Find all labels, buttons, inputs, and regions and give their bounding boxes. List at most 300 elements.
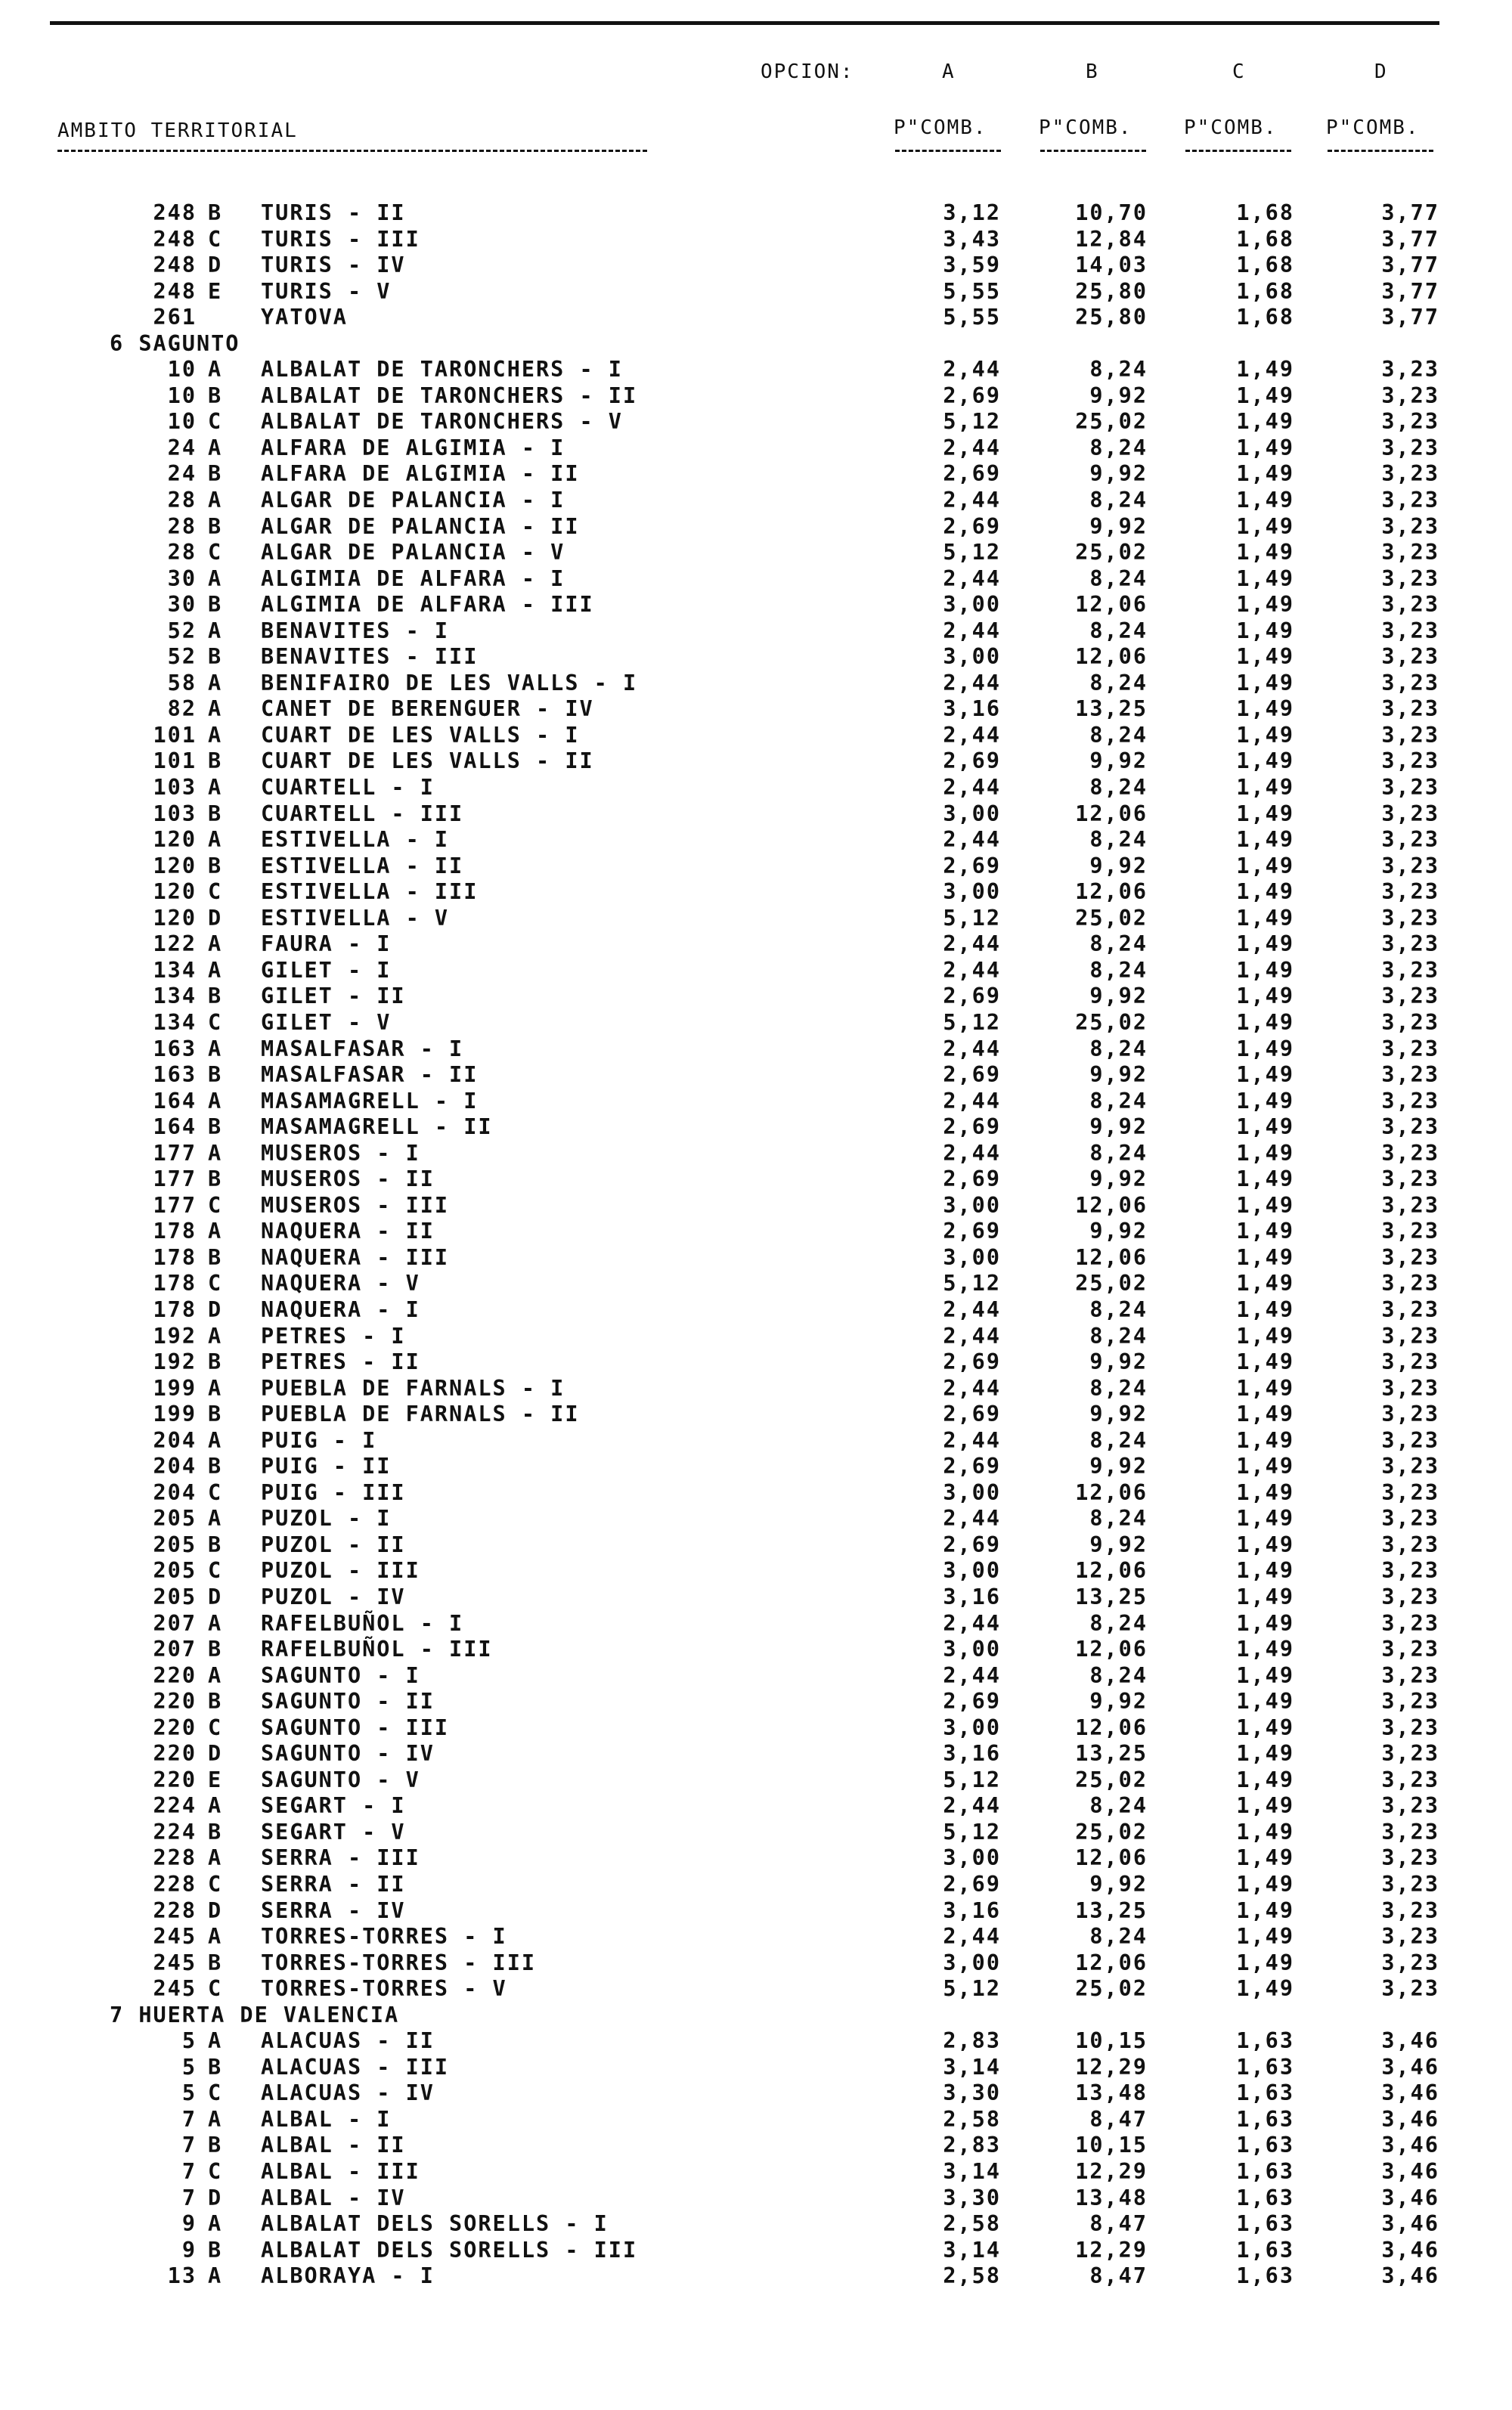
- table-row: [0, 1010, 1512, 1036]
- value-option-b: 12,06: [1075, 801, 1148, 826]
- value-option-b: 25,02: [1075, 1009, 1148, 1035]
- value-option-b: 10,15: [1075, 2028, 1148, 2054]
- table-row: [0, 357, 1512, 383]
- zone-letter: C: [208, 879, 223, 905]
- value-option-c: 1,49: [1236, 1793, 1294, 1819]
- municipality-code: 245: [153, 1950, 197, 1975]
- column-b-underline: [1040, 150, 1146, 152]
- table-row: [0, 1741, 1512, 1767]
- value-option-a: 5,55: [943, 305, 1001, 330]
- municipality-code: 245: [153, 1976, 197, 2002]
- table-row: [0, 1454, 1512, 1480]
- value-option-c: 1,49: [1236, 1479, 1294, 1505]
- value-option-a: 3,00: [943, 1845, 1001, 1871]
- zone-letter: D: [208, 2185, 223, 2210]
- municipality-name: ALBALAT DELS SORELLS - III: [261, 2237, 638, 2263]
- value-option-c: 1,49: [1236, 1009, 1294, 1035]
- zone-letter: A: [208, 2263, 223, 2289]
- value-option-b: 8,24: [1089, 565, 1148, 591]
- value-option-d: 3,23: [1381, 1689, 1439, 1715]
- value-option-c: 1,49: [1236, 1584, 1294, 1609]
- value-option-d: 3,23: [1381, 1062, 1439, 1088]
- municipality-name: SERRA - IV: [261, 1897, 406, 1923]
- table-row: [0, 1820, 1512, 1846]
- table-row: [0, 592, 1512, 618]
- zone-letter: A: [208, 2028, 223, 2054]
- top-rule: [50, 21, 1439, 25]
- municipality-name: PUIG - II: [261, 1454, 392, 1479]
- table-row: [0, 1637, 1512, 1663]
- municipality-name: SAGUNTO - III: [261, 1715, 450, 1740]
- value-option-c: 1,49: [1236, 488, 1294, 513]
- value-option-a: 2,44: [943, 618, 1001, 643]
- value-option-d: 3,23: [1381, 1506, 1439, 1532]
- municipality-code: 248: [153, 200, 197, 225]
- value-option-d: 3,23: [1381, 1897, 1439, 1923]
- value-option-d: 3,23: [1381, 1872, 1439, 1897]
- table-row: [0, 2080, 1512, 2107]
- value-option-d: 3,23: [1381, 1140, 1439, 1166]
- municipality-code: 224: [153, 1793, 197, 1819]
- value-option-c: 1,49: [1236, 513, 1294, 539]
- value-option-c: 1,49: [1236, 931, 1294, 957]
- value-option-b: 9,92: [1089, 984, 1148, 1009]
- value-option-d: 3,23: [1381, 461, 1439, 487]
- municipality-name: SAGUNTO - I: [261, 1662, 420, 1688]
- value-option-d: 3,23: [1381, 1454, 1439, 1479]
- municipality-name: ALBALAT DE TARONCHERS - II: [261, 383, 638, 408]
- zone-letter: D: [208, 252, 223, 278]
- value-option-c: 1,49: [1236, 670, 1294, 695]
- zone-letter: B: [208, 1689, 223, 1715]
- value-option-c: 1,49: [1236, 1454, 1294, 1479]
- value-option-d: 3,23: [1381, 1402, 1439, 1427]
- value-option-a: 5,12: [943, 1819, 1001, 1845]
- zone-letter: A: [208, 827, 223, 853]
- value-option-c: 1,49: [1236, 1897, 1294, 1923]
- zone-letter: A: [208, 1662, 223, 1688]
- municipality-name: SAGUNTO - II: [261, 1689, 435, 1715]
- value-option-c: 1,49: [1236, 565, 1294, 591]
- value-option-b: 9,92: [1089, 748, 1148, 774]
- value-option-b: 12,06: [1075, 1479, 1148, 1505]
- municipality-code: 9: [181, 2237, 197, 2263]
- value-option-c: 1,49: [1236, 879, 1294, 905]
- municipality-code: 52: [167, 644, 197, 670]
- value-option-a: 2,44: [943, 722, 1001, 748]
- municipality-name: RAFELBUÑOL - III: [261, 1637, 493, 1662]
- value-option-c: 1,49: [1236, 1323, 1294, 1349]
- value-option-a: 2,44: [943, 775, 1001, 801]
- value-option-d: 3,23: [1381, 540, 1439, 565]
- municipality-code: 228: [153, 1845, 197, 1871]
- zone-letter: B: [208, 1950, 223, 1975]
- value-option-b: 13,48: [1075, 2080, 1148, 2106]
- zone-letter: A: [208, 670, 223, 695]
- column-d-underline: [1328, 150, 1433, 152]
- value-option-b: 8,24: [1089, 435, 1148, 460]
- municipality-code: 13: [167, 2263, 197, 2289]
- zone-letter: B: [208, 1819, 223, 1845]
- municipality-code: 164: [153, 1114, 197, 1140]
- value-option-c: 1,49: [1236, 1819, 1294, 1845]
- zone-letter: A: [208, 2106, 223, 2132]
- municipality-code: 7: [181, 2185, 197, 2210]
- municipality-name: NAQUERA - I: [261, 1296, 420, 1322]
- value-option-b: 12,06: [1075, 592, 1148, 618]
- municipality-code: 164: [153, 1088, 197, 1114]
- municipality-name: SERRA - III: [261, 1845, 420, 1871]
- municipality-name: CANET DE BERENGUER - IV: [261, 696, 594, 722]
- value-option-d: 3,46: [1381, 2237, 1439, 2263]
- value-option-b: 8,24: [1089, 722, 1148, 748]
- table-row: [0, 827, 1512, 853]
- value-option-d: 3,23: [1381, 1009, 1439, 1035]
- value-option-b: 8,24: [1089, 1924, 1148, 1950]
- value-option-b: 9,92: [1089, 1402, 1148, 1427]
- municipality-code: 178: [153, 1244, 197, 1270]
- value-option-d: 3,23: [1381, 409, 1439, 435]
- value-option-a: 5,12: [943, 905, 1001, 931]
- table-row: [0, 801, 1512, 828]
- table-row: [0, 2211, 1512, 2238]
- municipality-code: 205: [153, 1532, 197, 1557]
- table-row: [0, 644, 1512, 671]
- value-option-d: 3,23: [1381, 1166, 1439, 1192]
- value-option-a: 2,69: [943, 853, 1001, 878]
- zone-letter: A: [208, 1610, 223, 1636]
- zone-letter: B: [208, 1532, 223, 1557]
- value-option-b: 8,24: [1089, 1506, 1148, 1532]
- municipality-code: 7: [181, 2106, 197, 2132]
- value-option-d: 3,23: [1381, 1845, 1439, 1871]
- municipality-code: 261: [153, 305, 197, 330]
- zone-letter: B: [208, 801, 223, 826]
- value-option-a: 2,69: [943, 1062, 1001, 1088]
- municipality-code: 205: [153, 1506, 197, 1532]
- table-row: [0, 1089, 1512, 1115]
- value-option-a: 2,44: [943, 1323, 1001, 1349]
- zone-letter: A: [208, 1088, 223, 1114]
- municipality-code: 204: [153, 1454, 197, 1479]
- municipality-name: ALGAR DE PALANCIA - I: [261, 488, 565, 513]
- value-option-b: 9,92: [1089, 461, 1148, 487]
- value-option-d: 3,77: [1381, 226, 1439, 252]
- municipality-name: ESTIVELLA - II: [261, 853, 464, 878]
- table-row: [0, 696, 1512, 723]
- value-option-c: 1,49: [1236, 1506, 1294, 1532]
- value-option-b: 12,06: [1075, 1244, 1148, 1270]
- value-option-b: 8,24: [1089, 1140, 1148, 1166]
- value-option-b: 25,02: [1075, 905, 1148, 931]
- value-option-c: 1,63: [1236, 2237, 1294, 2263]
- value-option-d: 3,23: [1381, 1924, 1439, 1950]
- table-row: [0, 1611, 1512, 1637]
- municipality-name: TURIS - V: [261, 278, 392, 304]
- value-option-d: 3,23: [1381, 644, 1439, 670]
- table-row: [0, 2107, 1512, 2133]
- value-option-a: 2,44: [943, 1662, 1001, 1688]
- municipality-name: ALACUAS - IV: [261, 2080, 435, 2106]
- value-option-a: 5,55: [943, 278, 1001, 304]
- value-option-b: 8,24: [1089, 488, 1148, 513]
- value-option-a: 2,44: [943, 1610, 1001, 1636]
- value-option-a: 2,44: [943, 488, 1001, 513]
- municipality-code: 101: [153, 722, 197, 748]
- zone-letter: A: [208, 696, 223, 722]
- table-row: [0, 1584, 1512, 1611]
- value-option-d: 3,23: [1381, 1819, 1439, 1845]
- zone-letter: B: [208, 1402, 223, 1427]
- municipality-code: 207: [153, 1610, 197, 1636]
- table-row: [0, 671, 1512, 697]
- municipality-name: ESTIVELLA - III: [261, 879, 479, 905]
- zone-letter: D: [208, 1897, 223, 1923]
- value-option-a: 2,69: [943, 1219, 1001, 1244]
- table-row: [0, 906, 1512, 932]
- value-option-b: 8,24: [1089, 775, 1148, 801]
- zone-letter: B: [208, 200, 223, 225]
- value-option-a: 2,44: [943, 1506, 1001, 1532]
- value-option-b: 8,24: [1089, 1610, 1148, 1636]
- value-option-d: 3,23: [1381, 1767, 1439, 1792]
- municipality-code: 199: [153, 1375, 197, 1401]
- table-row: [0, 383, 1512, 410]
- municipality-name: ALACUAS - II: [261, 2028, 435, 2054]
- municipality-code: 5: [181, 2028, 197, 2054]
- value-option-b: 9,92: [1089, 1532, 1148, 1557]
- municipality-name: RAFELBUÑOL - I: [261, 1610, 464, 1636]
- value-option-c: 1,49: [1236, 1662, 1294, 1688]
- value-option-c: 1,63: [1236, 2211, 1294, 2237]
- value-option-d: 3,46: [1381, 2211, 1439, 2237]
- value-option-a: 5,12: [943, 1271, 1001, 1296]
- value-option-d: 3,77: [1381, 252, 1439, 278]
- value-option-a: 3,00: [943, 1637, 1001, 1662]
- value-option-b: 8,24: [1089, 1427, 1148, 1453]
- value-option-b: 8,24: [1089, 1323, 1148, 1349]
- value-option-d: 3,23: [1381, 592, 1439, 618]
- value-option-b: 25,02: [1075, 540, 1148, 565]
- value-option-b: 8,24: [1089, 1088, 1148, 1114]
- table-row: [0, 279, 1512, 305]
- table-row: [0, 1924, 1512, 1950]
- value-option-d: 3,23: [1381, 905, 1439, 931]
- table-row: [0, 1898, 1512, 1925]
- value-option-c: 1,49: [1236, 905, 1294, 931]
- municipality-code: 205: [153, 1584, 197, 1609]
- zone-letter: A: [208, 931, 223, 957]
- value-option-c: 1,63: [1236, 2054, 1294, 2080]
- municipality-code: 178: [153, 1271, 197, 1296]
- value-option-b: 9,92: [1089, 513, 1148, 539]
- value-option-a: 2,44: [943, 1375, 1001, 1401]
- municipality-code: 220: [153, 1767, 197, 1792]
- value-option-c: 1,49: [1236, 1532, 1294, 1557]
- value-option-d: 3,46: [1381, 2080, 1439, 2106]
- table-row: [0, 1793, 1512, 1820]
- value-option-d: 3,23: [1381, 1637, 1439, 1662]
- option-a-label: A: [942, 60, 956, 83]
- table-row: [0, 1715, 1512, 1742]
- municipality-code: 228: [153, 1872, 197, 1897]
- value-option-b: 12,06: [1075, 1845, 1148, 1871]
- zone-letter: B: [208, 513, 223, 539]
- zone-letter: C: [208, 1479, 223, 1505]
- table-row: [0, 1271, 1512, 1297]
- municipality-code: 228: [153, 1897, 197, 1923]
- value-option-c: 1,49: [1236, 1036, 1294, 1061]
- value-option-d: 3,23: [1381, 383, 1439, 408]
- table-row: [0, 1114, 1512, 1141]
- value-option-a: 2,69: [943, 383, 1001, 408]
- municipality-code: 120: [153, 853, 197, 878]
- municipality-code: 103: [153, 801, 197, 826]
- column-a-underline: [895, 150, 1001, 152]
- value-option-d: 3,23: [1381, 435, 1439, 460]
- municipality-code: 30: [167, 592, 197, 618]
- territory-table: [0, 200, 1512, 2290]
- value-option-d: 3,77: [1381, 305, 1439, 330]
- municipality-name: MASALFASAR - II: [261, 1062, 479, 1088]
- value-option-b: 25,02: [1075, 1767, 1148, 1792]
- zone-letter: B: [208, 1349, 223, 1375]
- zone-letter: C: [208, 409, 223, 435]
- value-option-d: 3,23: [1381, 1036, 1439, 1061]
- value-option-d: 3,23: [1381, 801, 1439, 826]
- value-option-a: 2,44: [943, 1924, 1001, 1950]
- value-option-a: 2,44: [943, 565, 1001, 591]
- municipality-code: 103: [153, 775, 197, 801]
- value-option-a: 3,00: [943, 801, 1001, 826]
- municipality-name: ALBALAT DELS SORELLS - I: [261, 2211, 609, 2237]
- value-option-d: 3,23: [1381, 1296, 1439, 1322]
- table-row: [0, 305, 1512, 331]
- zone-letter: A: [208, 435, 223, 460]
- value-option-a: 2,44: [943, 1140, 1001, 1166]
- municipality-name: NAQUERA - III: [261, 1244, 450, 1270]
- value-option-b: 25,02: [1075, 1819, 1148, 1845]
- value-option-a: 5,12: [943, 540, 1001, 565]
- column-d-label: P"COMB.: [1326, 116, 1420, 139]
- table-row: [0, 227, 1512, 253]
- value-option-d: 3,23: [1381, 853, 1439, 878]
- table-row: [0, 2185, 1512, 2212]
- value-option-a: 2,58: [943, 2106, 1001, 2132]
- table-row: [0, 435, 1512, 462]
- table-row: [0, 566, 1512, 593]
- municipality-name: TURIS - II: [261, 200, 406, 225]
- value-option-a: 3,00: [943, 1950, 1001, 1975]
- value-option-c: 1,49: [1236, 357, 1294, 383]
- zone-letter: D: [208, 1584, 223, 1609]
- municipality-name: ALBALAT DE TARONCHERS - I: [261, 357, 623, 383]
- municipality-code: 178: [153, 1219, 197, 1244]
- zone-letter: B: [208, 461, 223, 487]
- municipality-code: 5: [181, 2080, 197, 2106]
- value-option-a: 2,69: [943, 1349, 1001, 1375]
- zone-letter: A: [208, 1427, 223, 1453]
- value-option-d: 3,23: [1381, 1662, 1439, 1688]
- column-c-underline: [1185, 150, 1291, 152]
- value-option-c: 1,68: [1236, 252, 1294, 278]
- value-option-b: 12,06: [1075, 1950, 1148, 1975]
- value-option-c: 1,49: [1236, 409, 1294, 435]
- zone-letter: C: [208, 540, 223, 565]
- region-name: 6 SAGUNTO: [110, 330, 240, 356]
- municipality-code: 224: [153, 1819, 197, 1845]
- zone-letter: C: [208, 1872, 223, 1897]
- municipality-code: 7: [181, 2159, 197, 2185]
- value-option-d: 3,46: [1381, 2185, 1439, 2210]
- value-option-c: 1,49: [1236, 644, 1294, 670]
- municipality-name: ALFARA DE ALGIMIA - I: [261, 435, 565, 460]
- value-option-d: 3,23: [1381, 1479, 1439, 1505]
- municipality-name: ALBAL - IV: [261, 2185, 406, 2210]
- value-option-d: 3,46: [1381, 2106, 1439, 2132]
- value-option-b: 8,24: [1089, 1036, 1148, 1061]
- table-row: [0, 1845, 1512, 1872]
- value-option-c: 1,63: [1236, 2263, 1294, 2289]
- value-option-b: 8,47: [1089, 2211, 1148, 2237]
- value-option-a: 2,44: [943, 1088, 1001, 1114]
- value-option-a: 2,44: [943, 1427, 1001, 1453]
- municipality-name: PETRES - II: [261, 1349, 420, 1375]
- municipality-code: 28: [167, 540, 197, 565]
- value-option-b: 8,47: [1089, 2106, 1148, 2132]
- municipality-name: ALBAL - III: [261, 2159, 420, 2185]
- value-option-b: 12,06: [1075, 1637, 1148, 1662]
- value-option-a: 3,14: [943, 2054, 1001, 2080]
- value-option-b: 9,92: [1089, 1219, 1148, 1244]
- region-header: [0, 331, 1512, 358]
- value-option-b: 8,24: [1089, 827, 1148, 853]
- value-option-a: 2,69: [943, 461, 1001, 487]
- table-row: [0, 1506, 1512, 1532]
- value-option-d: 3,23: [1381, 1244, 1439, 1270]
- value-option-b: 13,25: [1075, 1741, 1148, 1767]
- value-option-a: 2,83: [943, 2133, 1001, 2158]
- value-option-c: 1,49: [1236, 618, 1294, 643]
- value-option-d: 3,46: [1381, 2028, 1439, 2054]
- value-option-c: 1,49: [1236, 1166, 1294, 1192]
- municipality-code: 220: [153, 1689, 197, 1715]
- value-option-c: 1,49: [1236, 1244, 1294, 1270]
- municipality-name: CUART DE LES VALLS - I: [261, 722, 580, 748]
- value-option-b: 8,24: [1089, 357, 1148, 383]
- value-option-c: 1,49: [1236, 1349, 1294, 1375]
- table-row: [0, 1767, 1512, 1794]
- value-option-a: 3,00: [943, 1558, 1001, 1584]
- table-row: [0, 2263, 1512, 2290]
- zone-letter: D: [208, 1741, 223, 1767]
- value-option-d: 3,23: [1381, 1610, 1439, 1636]
- value-option-a: 3,00: [943, 644, 1001, 670]
- zone-letter: A: [208, 722, 223, 748]
- value-option-a: 2,44: [943, 1793, 1001, 1819]
- value-option-d: 3,23: [1381, 1584, 1439, 1609]
- value-option-b: 8,24: [1089, 957, 1148, 983]
- value-option-b: 25,02: [1075, 409, 1148, 435]
- municipality-name: ALBORAYA - I: [261, 2263, 435, 2289]
- value-option-d: 3,23: [1381, 1532, 1439, 1557]
- value-option-a: 5,12: [943, 1767, 1001, 1792]
- zone-letter: B: [208, 1244, 223, 1270]
- zone-letter: A: [208, 1140, 223, 1166]
- municipality-name: MUSEROS - III: [261, 1192, 450, 1218]
- municipality-code: 199: [153, 1402, 197, 1427]
- municipality-code: 30: [167, 565, 197, 591]
